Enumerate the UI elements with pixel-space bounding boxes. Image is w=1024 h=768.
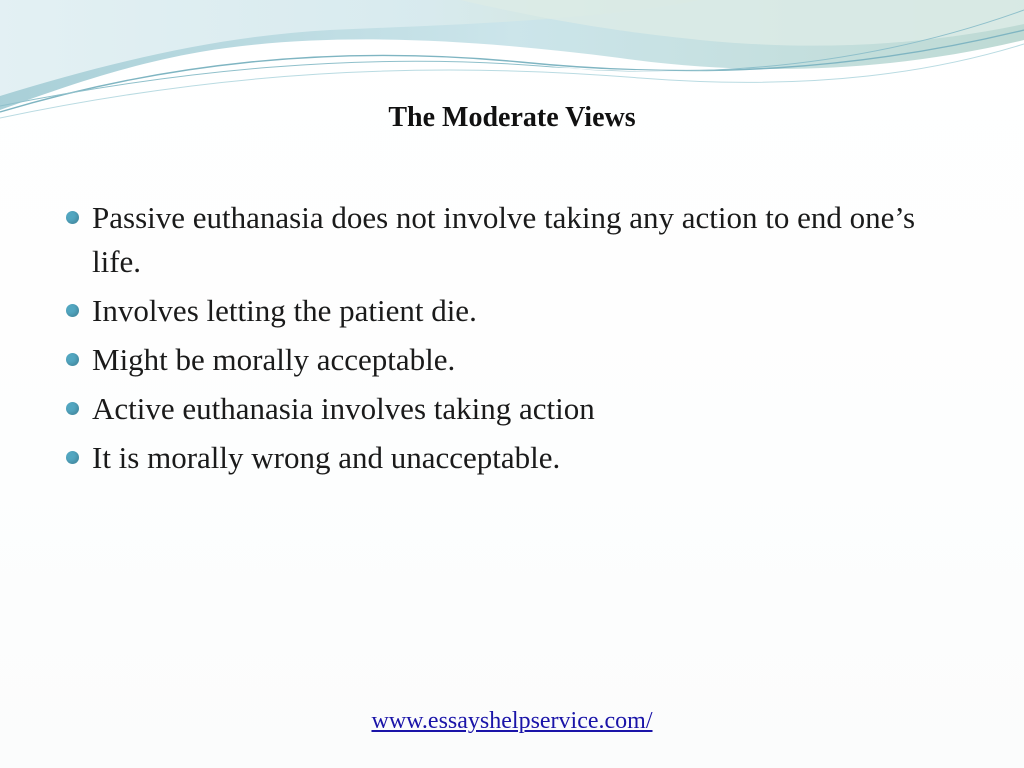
- list-item: [64, 387, 944, 431]
- bullet-icon: [66, 211, 79, 224]
- bullet-text: Passive euthanasia does not involve taking any action to end one’s life.: [92, 200, 916, 279]
- bullet-text: Involves letting the patient die.: [92, 293, 477, 328]
- bullet-icon: [66, 304, 79, 317]
- list-item: [64, 289, 944, 333]
- bullet-list: [64, 196, 944, 485]
- bullet-icon: [66, 353, 79, 366]
- bullet-text: Might be morally acceptable.: [92, 342, 456, 377]
- slide-title: The Moderate Views: [388, 102, 636, 133]
- bullet-text: It is morally wrong and unacceptable.: [92, 440, 561, 475]
- list-item: [64, 436, 944, 480]
- bullet-text: Active euthanasia involves taking action: [92, 391, 595, 426]
- website-link[interactable]: www.essayshelpservice.com/: [371, 708, 653, 734]
- list-item: [64, 196, 944, 284]
- list-item: [64, 338, 944, 382]
- bullet-icon: [66, 402, 79, 415]
- footer: [0, 706, 1024, 736]
- bullet-icon: [66, 451, 79, 464]
